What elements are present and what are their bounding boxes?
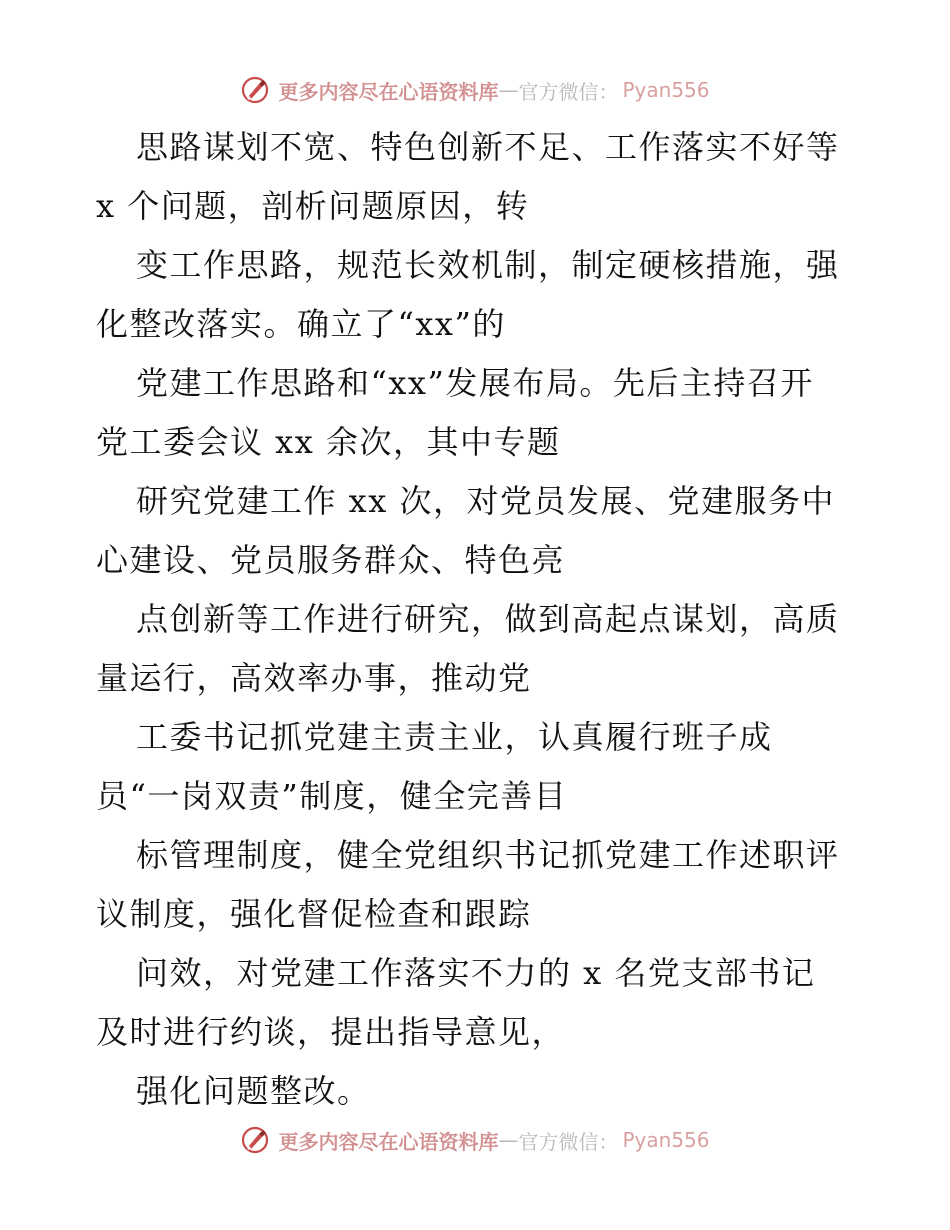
paragraph-line: 研究党建工作 xx 次，对党员发展、党建服务中 xyxy=(136,482,835,520)
banner-lead-text: 更多内容尽在心语资料库 xyxy=(278,1129,499,1154)
fountain-pen-logo-icon xyxy=(240,75,270,105)
banner-dash: — xyxy=(498,78,519,102)
paragraph-line: 员“一岗双责”制度，健全完善目 xyxy=(96,777,568,815)
banner-wechat-id: Pyan556 xyxy=(622,78,710,102)
paragraph-line: 点创新等工作进行研究，做到高起点谋划，高质 xyxy=(136,600,840,638)
document-body xyxy=(96,118,866,1121)
paragraph-line: 思路谋划不宽、特色创新不足、工作落实不好等 xyxy=(136,128,840,166)
banner-wechat-id: Pyan556 xyxy=(622,1128,710,1152)
banner-rest-text: 官方微信： xyxy=(518,1129,619,1154)
paragraph-line: 标管理制度，健全党组织书记抓党建工作述职评 xyxy=(136,836,840,874)
paragraph-line: 量运行，高效率办事，推动党 xyxy=(96,659,532,697)
paragraph-line: 党建工作思路和“xx”发展布局。先后主持召开 xyxy=(136,364,814,402)
banner-lead-text: 更多内容尽在心语资料库 xyxy=(278,79,499,104)
paragraph-line: x 个问题，剖析问题原因，转 xyxy=(96,187,530,225)
banner-dash: — xyxy=(498,1128,519,1152)
paragraph-line: 心建设、党员服务群众、特色亮 xyxy=(96,541,566,579)
paragraph-line: 强化问题整改。 xyxy=(136,1072,371,1110)
header-watermark-banner xyxy=(0,70,950,110)
paragraph-line: 问效，对党建工作落实不力的 x 名党支部书记 xyxy=(136,954,816,992)
paragraph-line: 变工作思路，规范长效机制，制定硬核措施，强 xyxy=(136,246,840,284)
paragraph-line: 党工委会议 xx 余次，其中专题 xyxy=(96,423,561,461)
paragraph-line: 化整改落实。确立了“xx”的 xyxy=(96,305,506,343)
paragraph-line: 议制度，强化督促检查和跟踪 xyxy=(96,895,532,933)
banner-rest-text: 官方微信： xyxy=(518,79,619,104)
fountain-pen-logo-icon xyxy=(240,1125,270,1155)
paragraph-line: 及时进行约谈，提出指导意见， xyxy=(96,1013,566,1051)
paragraph-line: 工委书记抓党建主责主业，认真履行班子成 xyxy=(136,718,773,756)
footer-watermark-banner xyxy=(0,1120,950,1160)
